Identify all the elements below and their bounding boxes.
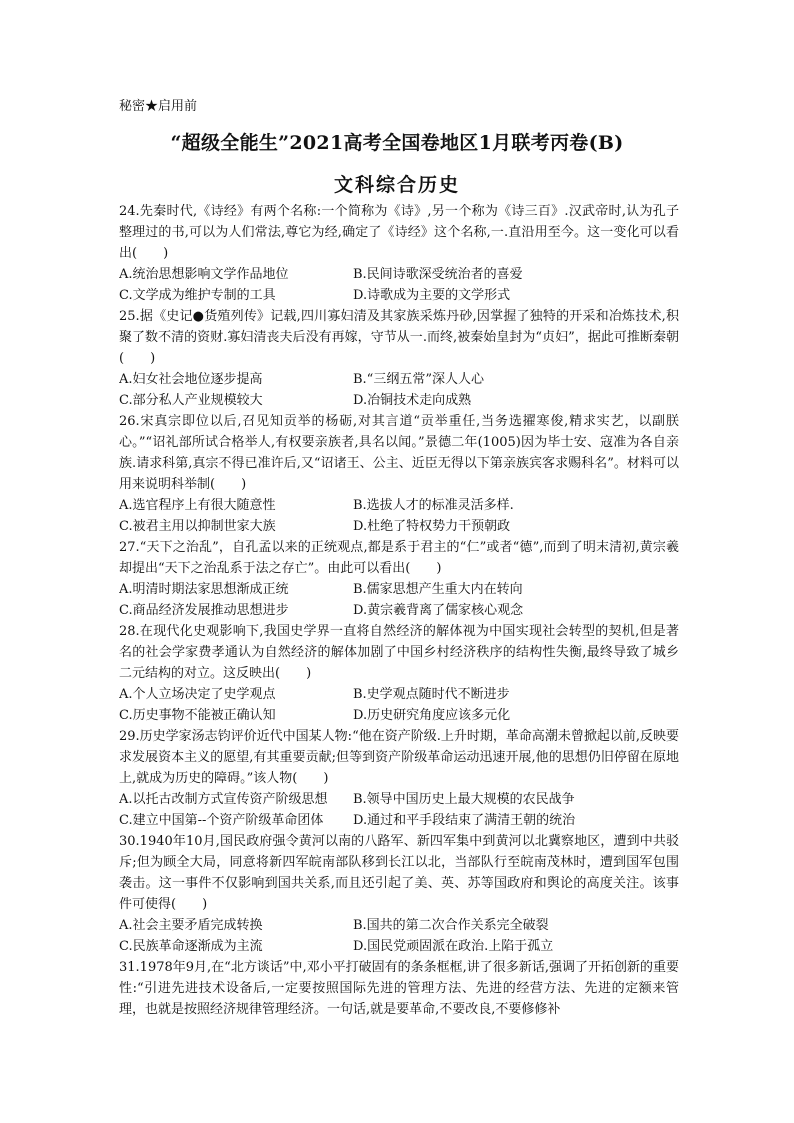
question-31 xyxy=(119,957,679,1020)
option-a: A.明清时期法家思想渐成正统 xyxy=(119,582,289,597)
question-25 xyxy=(119,306,679,411)
page-subtitle: 文科综合历史 xyxy=(333,174,460,196)
option-a: A.选官程序上有很大随意性 xyxy=(119,498,276,513)
question-24 xyxy=(119,201,679,306)
question-26 xyxy=(119,411,679,537)
option-list xyxy=(119,684,679,726)
question-stem: 24.先秦时代,《诗经》有两个名称:一个简称为《诗》,另一个称为《诗三百》.汉武帝时,认为孔子整理过的书,可以为人们常法,尊它为经,确定了《诗经》这个名称,一.直沿用至今。这一变化可以看出( ) xyxy=(119,204,679,261)
question-27 xyxy=(119,537,679,621)
option-list xyxy=(119,264,679,306)
option-list xyxy=(119,579,679,621)
secret-label: 秘密★启用前 xyxy=(119,99,198,114)
option-d: D.国民党顽固派在政治.上陷于孤立 xyxy=(353,939,554,954)
option-d: D.杜绝了特权势力干预朝政 xyxy=(353,519,511,534)
option-c: C.商品经济发展推动思想进步 xyxy=(119,603,289,618)
option-b: B.“三纲五常”深人人心 xyxy=(353,372,484,387)
option-c: C.文学成为维护专制的工具 xyxy=(119,288,276,303)
option-d: D.冶铜技术走向成熟 xyxy=(353,393,472,408)
option-b: B.领导中国历史上最大规模的农民战争 xyxy=(353,792,575,807)
option-c: C.历史事物不能被正确认知 xyxy=(119,708,276,723)
option-list xyxy=(119,789,679,831)
question-stem: 27.“天下之治乱”，自孔孟以来的正统观点,都是系于君主的“仁”或者“德”,而到了明末清初,黄宗羲却提出“天下之治乱系于法之存亡”。由此可以看出( ) xyxy=(119,540,679,576)
option-d: D.历史研究角度应该多元化 xyxy=(353,708,511,723)
option-list xyxy=(119,915,679,957)
option-a: A.社会主要矛盾完成转换 xyxy=(119,918,263,933)
option-b: B.国共的第二次合作关系完全破裂 xyxy=(353,918,549,933)
option-d: D.诗歌成为主要的文学形式 xyxy=(353,288,511,303)
question-list xyxy=(119,201,679,1020)
option-b: B.史学观点随时代不断进步 xyxy=(353,687,510,702)
question-30 xyxy=(119,831,679,957)
question-29 xyxy=(119,726,679,831)
option-list xyxy=(119,369,679,411)
question-stem: 30.1940年10月,国民政府强令黄河以南的八路军、新四军集中到黄河以北冀察地区，遭到中共驳斥;但为顾全大局，同意将新四军皖南部队移到长江以北，当部队行至皖南茂林时，遭到国军包围袭击。这一事件不仅影响到国共关系,而且还引起了美、英、苏等国政府和舆论的高度关注。该事件可使得( ) xyxy=(119,834,679,912)
option-c: C.民族革命逐渐成为主流 xyxy=(119,939,263,954)
option-b: B.民间诗歌深受统治者的喜爱 xyxy=(353,267,523,282)
question-stem: 26.宋真宗即位以后,召见知贡举的杨砺,对其言道“贡举重任,当务选擢寒俊,精求实艺，以副朕心。”“诏礼部所试合格举人,有权要亲族者,具名以闻。”景德二年(1005)因为毕士安、寇准为各自亲族.请求科第,真宗不得已准许后,又“诏诸王、公主、近臣无得以下第亲族宾客求赐科名”。材料可以用来说明科举制( ) xyxy=(119,414,679,492)
option-c: C.部分私人产业规模较大 xyxy=(119,393,263,408)
option-b: B.选拔人才的标准灵活多样. xyxy=(353,498,514,513)
option-d: D.黄宗羲背离了儒家核心观念 xyxy=(353,603,524,618)
option-a: A.以托古改制方式宣传资产阶级思想 xyxy=(119,792,328,807)
option-b: B.儒家思想产生重大内在转向 xyxy=(353,582,523,597)
option-a: A.统治思想影响文学作品地位 xyxy=(119,267,289,282)
option-c: C.被君主用以抑制世家大族 xyxy=(119,519,276,534)
question-stem: 31.1978年9月,在“北方谈话”中,邓小平打破固有的条条框框,讲了很多新话,强调了开拓创新的重要性:“引进先进技术设备后,一定要按照国际先进的管理方法、先进的经营方法、先进的定额来管理，也就是按照经济规律管理经济。一句话,就是要革命,不要改良,不要修修补 xyxy=(119,960,679,1017)
question-28 xyxy=(119,621,679,726)
option-d: D.通过和平手段结束了满清王朝的统治 xyxy=(353,813,576,828)
question-stem: 28.在现代化史观影响下,我国史学界一直将自然经济的解体视为中国实现社会转型的契机,但是著名的社会学家费孝通认为自然经济的解体加剧了中国乡村经济秩序的结构性失衡,最终导致了城乡二元结构的对立。这反映出( ) xyxy=(119,624,679,681)
option-list xyxy=(119,495,679,537)
option-a: A.妇女社会地位逐步提高 xyxy=(119,372,263,387)
page-title: “超级全能生”2021高考全国卷地区1月联考丙卷(B) xyxy=(170,132,624,154)
question-stem: 25.据《史记●货殖列传》记载,四川寡妇清及其家族采炼丹砂,因掌握了独特的开采和冶炼技术,积聚了数不清的资财.寡妇清丧夫后没有再嫁，守节从一.而终,被秦始皇封为“贞妇”，据此可推断秦朝( ) xyxy=(119,309,679,366)
option-c: C.建立中国第--个资产阶级革命团体 xyxy=(119,813,324,828)
option-a: A.个人立场决定了史学观点 xyxy=(119,687,276,702)
question-stem: 29.历史学家汤志钧评价近代中国某人物:“他在资产阶级.上升时期，革命高潮未曾掀起以前,反映要求发展资本主义的愿望,有其重要贡献;但等到资产阶级革命运动迅速开展,他的思想仍旧停留在原地上,就成为历史的障碍。”该人物( ) xyxy=(119,729,679,786)
